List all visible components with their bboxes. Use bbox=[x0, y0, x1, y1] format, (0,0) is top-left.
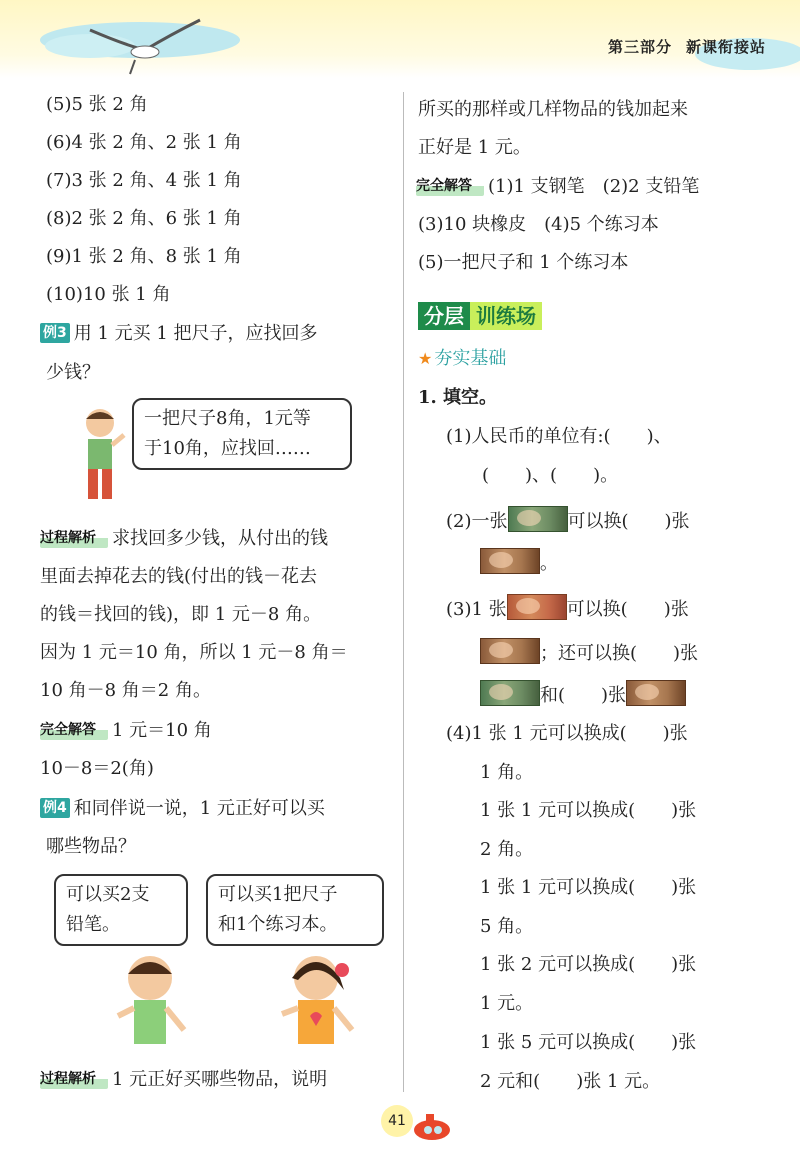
bubble-line: 铅笔。 bbox=[66, 914, 120, 935]
example-4-tag: 例4 bbox=[40, 798, 70, 818]
q1-2-text-b: 可以换( )张 bbox=[567, 511, 690, 532]
banknote-icon bbox=[480, 548, 540, 574]
example-3-line-2: 少钱？ bbox=[46, 362, 100, 383]
banknote-icon bbox=[508, 506, 568, 532]
answer-line: 10－8＝2(角) bbox=[40, 758, 154, 779]
example-3-tag: 例3 bbox=[40, 323, 70, 343]
answer-tag: 完全解答 bbox=[40, 720, 108, 740]
answer-line: (5)一把尺子和 1 个练习本 bbox=[418, 252, 629, 273]
process-tag: 过程解析 bbox=[40, 528, 108, 548]
ex3-answer bbox=[40, 719, 212, 743]
q1-4-line: 1 角。 bbox=[480, 762, 534, 783]
answer-line: (1)1 支钢笔 (2)2 支铅笔 bbox=[488, 176, 700, 197]
speech-bubble-ex3 bbox=[132, 398, 352, 470]
seagull-cloud-illustration bbox=[30, 0, 290, 78]
header-part: 第三部分 bbox=[607, 38, 672, 56]
q1-2-dot: 。 bbox=[540, 553, 558, 574]
girl-illustration bbox=[276, 950, 360, 1050]
q1-3-text-d: 和( )张 bbox=[540, 685, 627, 706]
header-title bbox=[594, 36, 766, 57]
process-tag: 过程解析 bbox=[40, 1069, 108, 1089]
boy-illustration bbox=[76, 405, 126, 505]
ex4-process bbox=[40, 1068, 327, 1092]
speech-bubble-b bbox=[206, 874, 384, 946]
q1-4-line: 1 张 1 元可以换成( )张 bbox=[480, 877, 697, 898]
bubble-line: 可以买1把尺子 bbox=[218, 884, 338, 905]
submarine-icon bbox=[410, 1110, 454, 1144]
process-line: 因为 1 元＝10 角，所以 1 元－8 角＝ bbox=[40, 642, 348, 663]
q1-3-line-2 bbox=[480, 638, 698, 666]
list-item: (9)1 张 2 角、8 张 1 角 bbox=[46, 246, 242, 267]
q1-4-line: 1 张 1 元可以换成( )张 bbox=[480, 800, 697, 821]
list-item: (7)3 张 2 角、4 张 1 角 bbox=[46, 170, 242, 191]
example-4-line-2: 哪些物品？ bbox=[46, 836, 136, 857]
q1-3-text-b: 可以换( )张 bbox=[566, 599, 689, 620]
q1-4-line: 1 张 2 元可以换成( )张 bbox=[480, 954, 697, 975]
q1-2-line bbox=[446, 506, 690, 534]
q1-3-text-a: (3)1 张 bbox=[446, 599, 507, 620]
example-4-question bbox=[40, 797, 325, 821]
continued-line: 正好是 1 元。 bbox=[418, 137, 531, 158]
list-item: (5)5 张 2 角 bbox=[46, 94, 148, 115]
section-title-a: 分层 bbox=[418, 302, 470, 330]
example-3-line-1: 用 1 元买 1 把尺子，应找回多 bbox=[73, 323, 318, 344]
q1-3-text-c: ；还可以换( )张 bbox=[540, 643, 699, 664]
q1-4-line: 2 元和( )张 1 元。 bbox=[480, 1071, 661, 1092]
bubble-line: 和1个练习本。 bbox=[218, 914, 338, 935]
process-line: 的钱＝找回的钱)，即 1 元－8 角。 bbox=[40, 604, 322, 625]
subsection-title bbox=[418, 344, 506, 370]
process-line: 1 元正好买哪些物品，说明 bbox=[112, 1069, 328, 1090]
banknote-icon bbox=[480, 638, 540, 664]
q1-4-line: 1 张 5 元可以换成( )张 bbox=[480, 1032, 697, 1053]
list-item: (8)2 张 2 角、6 张 1 角 bbox=[46, 208, 242, 229]
bubble-line: 可以买2支 bbox=[66, 884, 150, 905]
answer-line: (3)10 块橡皮 (4)5 个练习本 bbox=[418, 214, 659, 235]
ex3-process bbox=[40, 527, 328, 551]
section-title bbox=[418, 300, 542, 329]
page-header bbox=[0, 0, 800, 78]
q1-4-line: 5 角。 bbox=[480, 916, 534, 937]
process-line: 求找回多少钱，从付出的钱 bbox=[112, 528, 328, 549]
header-section: 新课衔接站 bbox=[685, 38, 766, 56]
bubble-line: 一把尺子8角，1元等 bbox=[144, 408, 311, 429]
page-number: 41 bbox=[381, 1105, 413, 1137]
example-4-line-1: 和同伴说一说，1 元正好可以买 bbox=[73, 798, 325, 819]
speech-bubble-a bbox=[54, 874, 188, 946]
star-icon: ★ bbox=[418, 349, 433, 368]
q1-4-line: 1 元。 bbox=[480, 993, 534, 1014]
q1-1-line-a: (1)人民币的单位有:( )、 bbox=[446, 426, 672, 447]
process-line: 10 角－8 角＝2 角。 bbox=[40, 680, 211, 701]
list-item: (6)4 张 2 角、2 张 1 角 bbox=[46, 132, 242, 153]
subsection-label: 夯实基础 bbox=[434, 348, 507, 369]
column-divider bbox=[403, 92, 404, 1092]
q1-4-line: 2 角。 bbox=[480, 839, 534, 860]
list-item: (10)10 张 1 角 bbox=[46, 284, 171, 305]
ex4-answer bbox=[416, 175, 699, 199]
question-1-title: 1. 填空。 bbox=[418, 387, 498, 408]
banknote-icon bbox=[507, 594, 567, 620]
banknote-icon bbox=[626, 680, 686, 706]
bubble-line: 于10角，应找回…… bbox=[144, 438, 311, 459]
answer-tag: 完全解答 bbox=[416, 176, 484, 196]
process-line: 里面去掉花去的钱(付出的钱－花去 bbox=[40, 566, 318, 587]
example-3-question bbox=[40, 322, 318, 346]
q1-2-text-a: (2)一张 bbox=[446, 511, 508, 532]
q1-2-line-2 bbox=[480, 548, 558, 576]
answer-line: 1 元＝10 角 bbox=[112, 720, 212, 741]
banknote-icon bbox=[480, 680, 540, 706]
continued-line: 所买的那样或几样物品的钱加起来 bbox=[418, 99, 688, 120]
q1-4-line: (4)1 张 1 元可以换成( )张 bbox=[446, 723, 688, 744]
q1-3-line-3 bbox=[480, 680, 686, 708]
section-title-b: 训练场 bbox=[470, 302, 542, 330]
q1-1-line-b: ( )、( )。 bbox=[482, 465, 619, 486]
boy-2-illustration bbox=[112, 950, 192, 1050]
q1-3-line bbox=[446, 594, 689, 622]
